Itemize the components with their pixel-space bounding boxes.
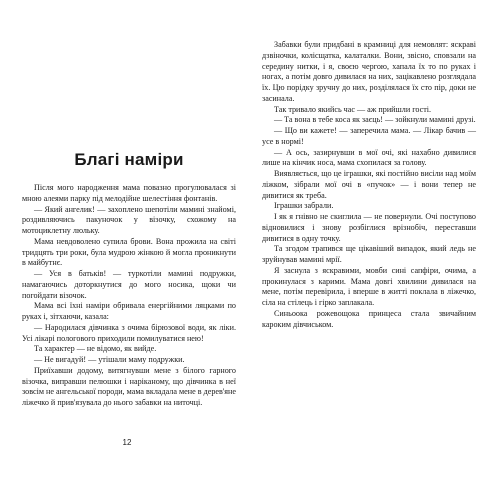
paragraph: Мама всі їхні наміри обривала енергійними ляцками по руках і, зітхаючи, казала: xyxy=(22,301,236,321)
paragraph: І як я гнівно не скиглила — не повернули. Очі поступово відновилися і знову розбіглися врізнобіч, переставши дивитися в одну точку. xyxy=(262,212,476,243)
chapter-heading-wrap xyxy=(22,150,236,170)
paragraph: Синьоока рожевощока принцеса стала звичайним кароким дівчиськом. xyxy=(262,308,476,329)
page-number: 12 xyxy=(122,438,132,447)
paragraph: — Не вигадуй! — утішали маму подружки. xyxy=(34,355,185,364)
paragraph: Та характер — не відомо, як вийде. xyxy=(34,344,157,354)
paragraph: Забавки були придбані в крамниці для немовлят: яскраві дзвіночки, колісщатка, калаталки. Вони, звісно, сповзали на середину нитки, і я, своєю чергою, хапала їх то по руках і ногах, а потім довго дивилася на них, зацікавлено розглядала їх. Цю порідку зручну до них, розділялася їх сто пір, доки не засинала. xyxy=(262,40,476,103)
paragraph: — Уся в батьків! — туркотіли мамині подружки, намагаючись доторкнутися до мого носика, щоки чи погойдати візочок. xyxy=(22,269,236,300)
left-column xyxy=(22,183,236,409)
paragraph: — Що ви кажете! — заперечила мама. — Лікар бачив — усе в нормі! xyxy=(262,126,476,146)
paragraph: Приїхавши додому, витягнувши мене з білого гарного візочка, виправши пелюшки і наріканому, що дівчинка в неї зовсім не ангельської породи, мама вкладала мене в дерев'яне ліжечко й прив'язувала до нього забавки на ниточці. xyxy=(22,365,236,407)
paragraph: Мама невдоволено супила брови. Вона прожила на світі тридцять три роки, була мудрою жінкою й могла проникнути в майбутнє. xyxy=(22,236,236,268)
paragraph: Та згодом трапився ще цікавіший випадок, який ледь не зруйнував мамині мрії. xyxy=(262,244,476,264)
paragraph: Іграшки забрали. xyxy=(274,201,334,211)
paragraph: — А ось, зазирнувши в мої очі, які нахабно дивилися лише на кінчик носа, мама схопилася за голову. xyxy=(262,147,476,168)
paragraph: — Та вона в тебе коса як заєць! — зойкнули мамині друзі. xyxy=(274,115,476,125)
paragraph: Я заснула з яскравими, мовби сині сапфіри, очима, а прокинулася з карими. Мама довгі хвилини дивилася на мене, потім перевірила, і вперше в житті поклала в ліжечко, сіла на стілець і гірко заплакала. xyxy=(262,265,476,307)
right-column xyxy=(262,40,476,330)
paragraph: Після мого народження мама повазно прогулювалася зі мною алеями парку під мелодійне шелестіння фонтанів. xyxy=(22,183,236,203)
chapter-heading: Благі наміри xyxy=(74,150,184,169)
paragraph: Так тривало якийсь час — аж прийшли гості. xyxy=(274,104,432,114)
paragraph: — Який ангелик! — захоплено шепотіли мамині знайомі, роздивляючись пакуночок у візочку, схожому на мотоциклетну люльку. xyxy=(22,204,236,235)
paragraph: Виявляється, що це іграшки, які постійно висіли над моїм ліжком, зібрали мої очі в «пучок» — і вони тепер не дивитися як треба. xyxy=(262,169,476,200)
paragraph: — Народилася дівчинка з очима бірюзової води, як ліки. Усі лікарі пологового приходили помилуватися нею! xyxy=(22,322,236,343)
